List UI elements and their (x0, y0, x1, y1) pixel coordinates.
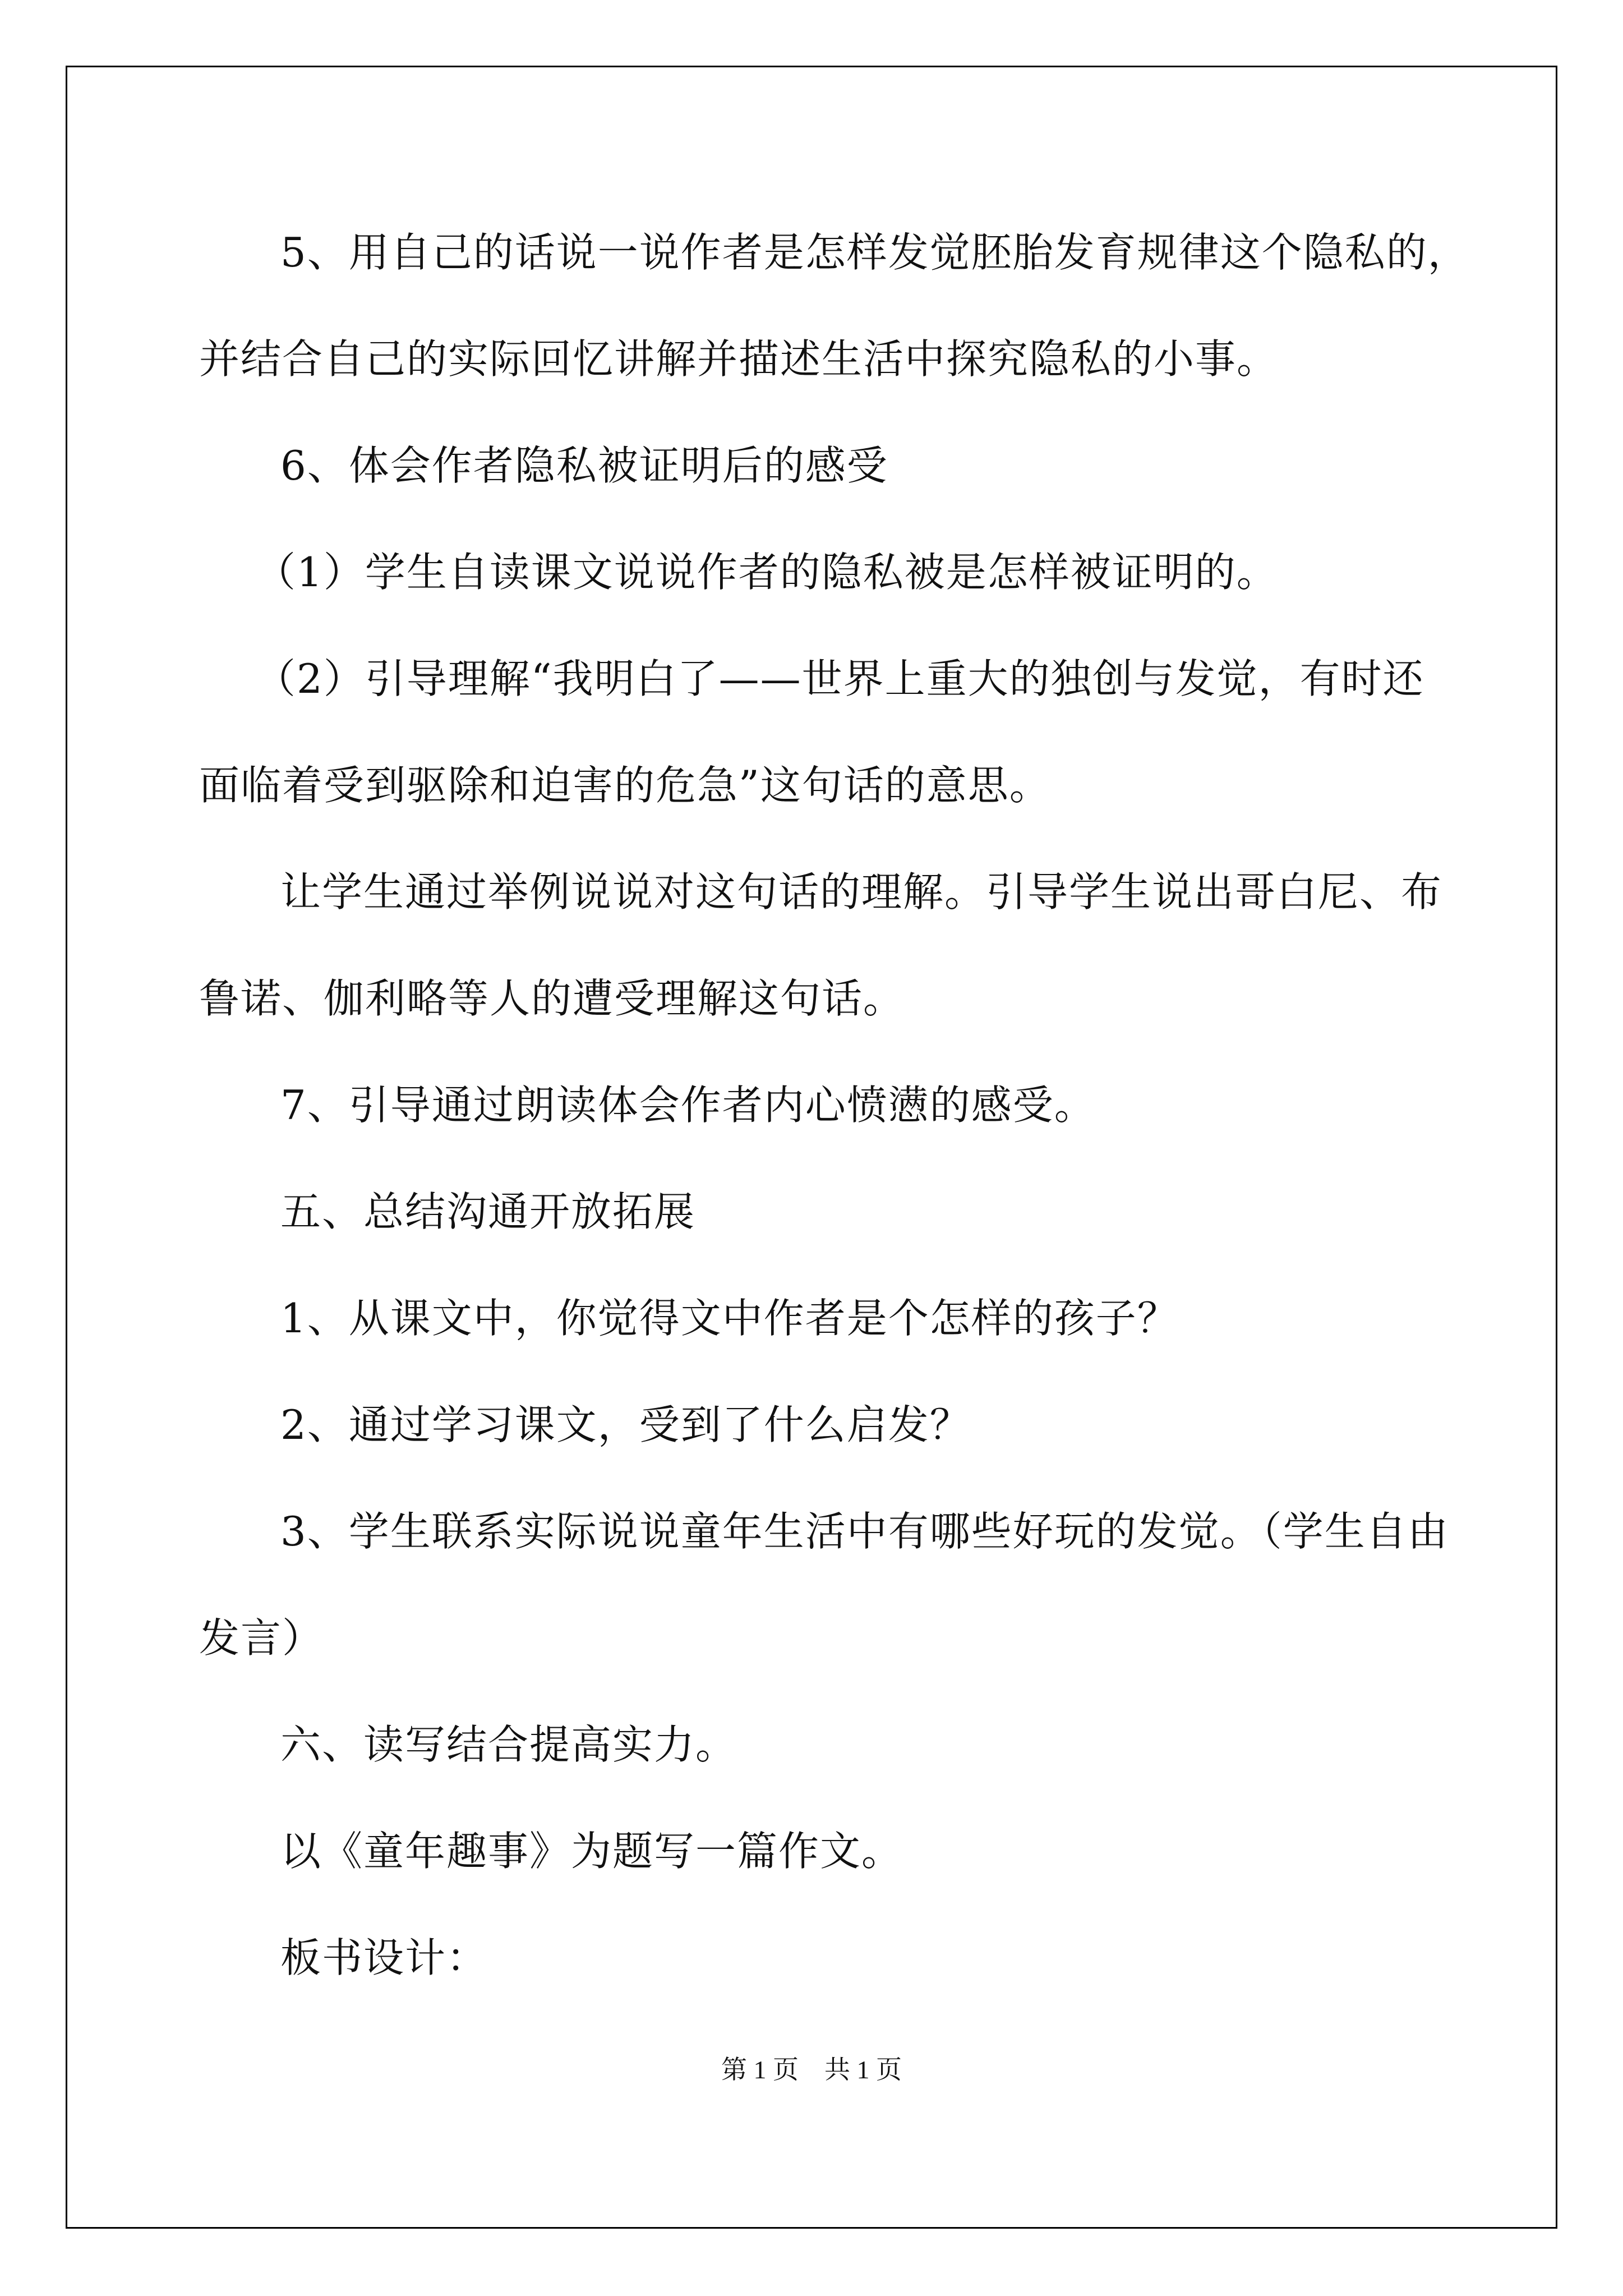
text-line: 让学生通过举例说说对这句话的理解。引导学生说出哥白尼、布 (280, 868, 1443, 915)
text-line: 5、用自己的话说一说作者是怎样发觉胚胎发育规律这个隐私的， (280, 229, 1469, 276)
text-line: 以《童年趣事》为题写一篇作文。 (280, 1828, 903, 1875)
section-heading: 六、读写结合提高实力。 (280, 1721, 737, 1768)
text-line: 并结合自己的实际回忆讲解并描述生活中探究隐私的小事。 (199, 335, 1279, 383)
page-number-footer: 第 1 页 共 1 页 (721, 2055, 902, 2084)
text-line: （2）引导理解“我明白了——世界上重大的独创与发觉，有时还 (255, 655, 1424, 702)
text-line: 3、学生联系实际说说童年生活中有哪些好玩的发觉。（学生自由 (280, 1508, 1449, 1555)
text-line: （1）学生自读课文说说作者的隐私被是怎样被证明的。 (255, 549, 1278, 596)
page-border (66, 66, 1557, 2229)
text-line: 2、通过学习课文，受到了什么启发？ (280, 1401, 971, 1448)
text-line: 鲁诺、伽利略等人的遭受理解这句话。 (199, 975, 905, 1022)
text-line: 面临着受到驱除和迫害的危急”这句话的意思。 (199, 762, 1051, 809)
text-line: 1、从课文中，你觉得文中作者是个怎样的孩子？ (280, 1295, 1179, 1342)
text-line: 发言） (199, 1614, 324, 1662)
text-line: 7、引导通过朗读体会作者内心愤懑的感受。 (280, 1082, 1096, 1129)
text-line: 板书设计： (280, 1934, 488, 1981)
text-line: 6、体会作者隐私被证明后的感受 (280, 442, 888, 489)
section-heading: 五、总结沟通开放拓展 (280, 1188, 696, 1235)
